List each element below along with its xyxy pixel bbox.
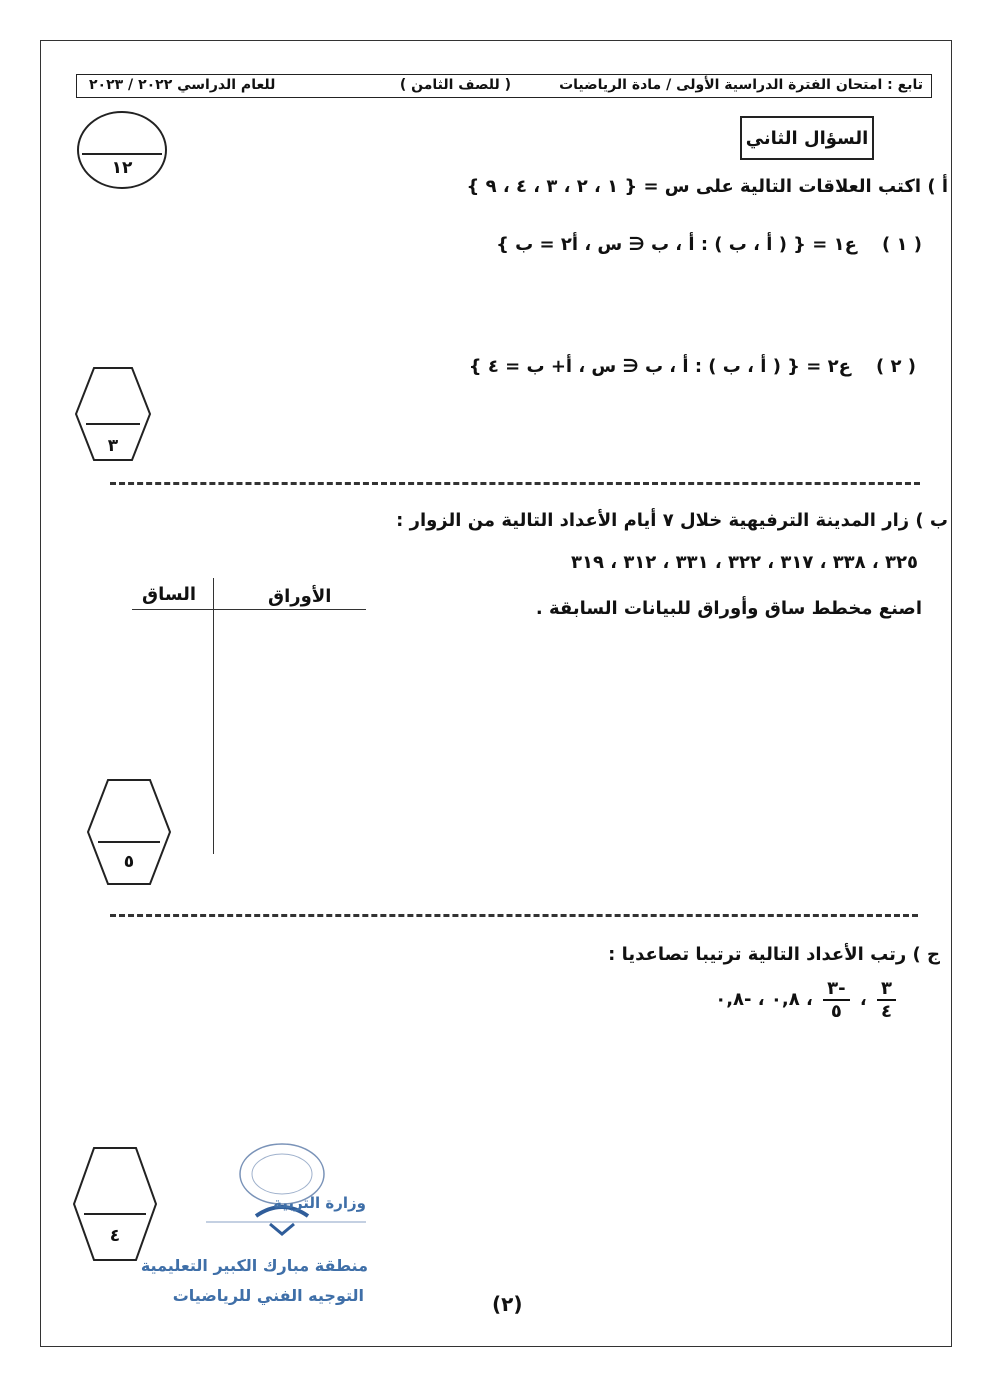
- item-2-number: ( ٢ ): [876, 356, 916, 377]
- decimal-values: ٠,٨ ، -٠,٨: [715, 989, 800, 1010]
- exam-header: [76, 74, 932, 98]
- part-a-item-1: [422, 234, 922, 255]
- logo-line-1: منطقة مبارك الكبير التعليمية: [140, 1256, 368, 1275]
- part-a-intro: اكتب العلاقات التالية على س = { ١ ، ٢ ، ٣ ، ٤ ، ٩ }: [466, 176, 922, 197]
- fraction-negative-three-fifths: [823, 978, 849, 1022]
- item-1-number: ( ١ ): [882, 234, 922, 255]
- list-separator: ،: [805, 989, 813, 1010]
- fraction-2-numerator: -٣: [823, 978, 849, 1001]
- leaves-column-header: الأوراق: [268, 586, 332, 607]
- header-school-year: للعام الدراسي ٢٠٢٢ / ٢٠٢٣: [89, 77, 276, 93]
- part-b-score-value: ٥: [123, 852, 135, 872]
- ministry-emblem-icon: [186, 1138, 376, 1248]
- fraction-1-numerator: ٣: [877, 978, 896, 1001]
- question-title: السؤال الثاني: [740, 116, 874, 160]
- page-number: (٢): [492, 1292, 523, 1316]
- ministry-name: وزارة التربية: [273, 1194, 366, 1212]
- stem-leaf-header-line: [132, 609, 366, 610]
- header-exam-title: تابع : امتحان الفترة الدراسية الأولى / مادة الرياضيات: [559, 77, 923, 93]
- list-separator: ،: [859, 989, 867, 1010]
- ministry-logo: [140, 1138, 376, 1318]
- item-1-relation: ع١ = { ( أ ، ب ) : أ ، ب ∈ س ، أ٢ = ب }: [496, 234, 857, 255]
- logo-line-2: التوجيه الفني للرياضيات: [172, 1286, 364, 1305]
- part-c-label: ج ): [912, 944, 940, 965]
- part-a-score-value: ٣: [107, 436, 119, 456]
- total-score-circle: [76, 110, 168, 190]
- part-a-intro-row: [388, 176, 948, 197]
- stem-column-header: الساق: [142, 584, 197, 605]
- part-b-label: ب ): [915, 510, 948, 531]
- part-a-label: أ ): [927, 176, 948, 197]
- part-b-instruction: اصنع مخطط ساق وأوراق للبيانات السابقة .: [535, 598, 922, 619]
- stem-leaf-divider: [213, 578, 214, 854]
- part-b-intro-row: [328, 510, 948, 531]
- separator-line: [110, 914, 918, 917]
- part-c-intro: رتب الأعداد التالية ترتيبا تصاعديا :: [608, 944, 907, 965]
- fraction-1-denominator: ٤: [881, 1001, 892, 1022]
- fraction-2-denominator: ٥: [830, 1001, 842, 1022]
- part-a-item-2: [416, 356, 916, 377]
- item-2-relation: ع٢ = { ( أ ، ب ) : أ ، ب ∈ س ، أ+ ب = ٤ }: [468, 356, 851, 377]
- part-c-score-value: ٤: [109, 1226, 121, 1246]
- part-c-numbers: [580, 978, 900, 1022]
- separator-line: [110, 482, 920, 485]
- total-score-value: ١٢: [111, 158, 133, 178]
- header-grade: ( للصف الثامن ): [399, 77, 511, 93]
- part-b-data: ٣٢٥ ، ٣٣٨ ، ٣١٧ ، ٣٢٢ ، ٣٣١ ، ٣١٢ ، ٣١٩: [570, 552, 918, 573]
- part-c-intro-row: [520, 944, 940, 965]
- fraction-three-quarters: [877, 978, 896, 1022]
- part-b-intro: زار المدينة الترفيهية خلال ٧ أيام الأعداد التالية من الزوار :: [396, 510, 910, 531]
